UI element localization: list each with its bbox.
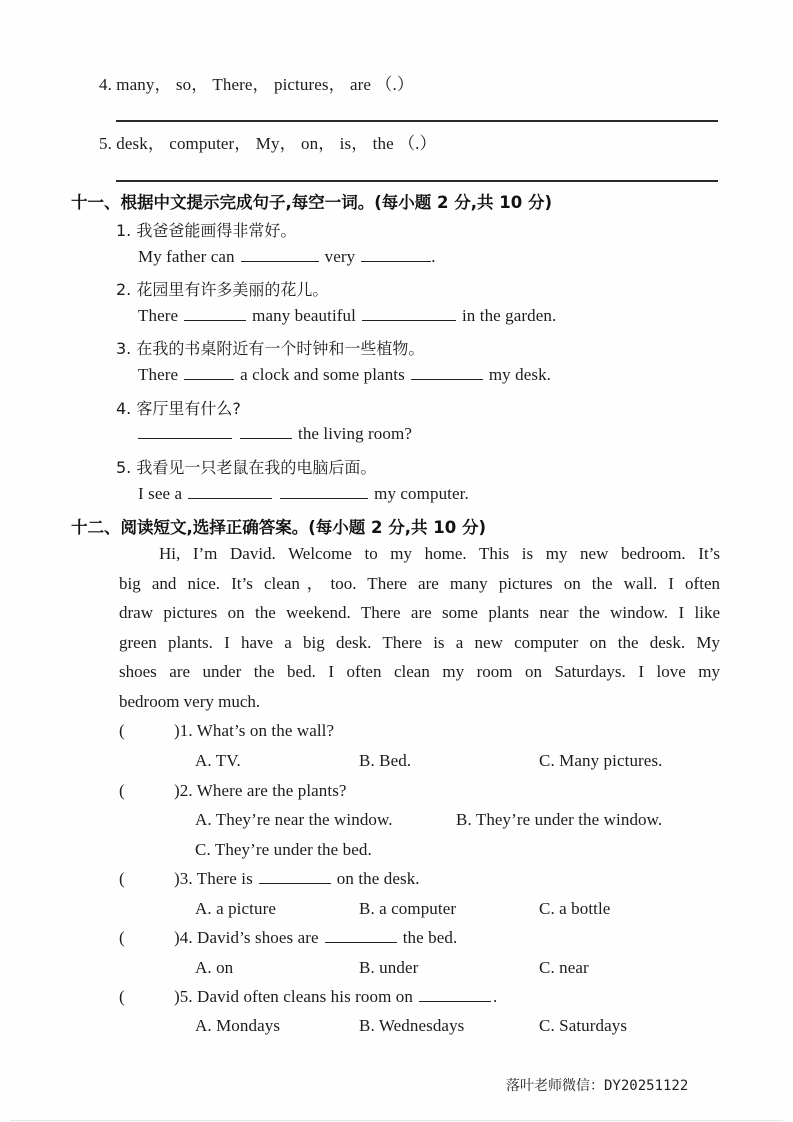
q2-stem: )2. Where are the plants? bbox=[174, 781, 347, 800]
q1-option-c[interactable]: C. Many pictures. bbox=[539, 751, 663, 770]
q1-option-b[interactable]: B. Bed. bbox=[359, 751, 412, 770]
q5-option-a[interactable]: A. Mondays bbox=[195, 1016, 281, 1035]
q5-answer-paren[interactable]: ( bbox=[119, 987, 125, 1006]
blank-1[interactable] bbox=[241, 260, 319, 262]
q4-option-a[interactable]: A. on bbox=[195, 958, 234, 977]
q1-option-a[interactable]: A. TV. bbox=[195, 751, 241, 770]
s11-item-2-en bbox=[138, 306, 556, 326]
s11-item-3-en bbox=[138, 365, 551, 385]
q3-option-b[interactable]: B. a computer bbox=[359, 899, 457, 918]
blank-1[interactable] bbox=[138, 437, 232, 439]
section-12-header: 十二、阅读短文,选择正确答案。(每小题 2 分,共 10 分) bbox=[71, 518, 487, 537]
passage-line: big and nice. It’s clean，too. There are many pictures on the wall. I often bbox=[119, 573, 720, 593]
q2-option-c[interactable]: C. They’re under the bed. bbox=[195, 840, 372, 859]
footer-label: 落叶老师微信： bbox=[506, 1078, 604, 1094]
q2-option-a[interactable]: A. They’re near the window. bbox=[195, 810, 393, 829]
blank-1[interactable] bbox=[188, 497, 272, 499]
s11-item-5-cn: 5. 我看见一只老鼠在我的电脑后面。 bbox=[116, 458, 377, 477]
reorder-item-5: 5. desk， computer， My， on， is， the （.） bbox=[99, 134, 437, 153]
q3-option-c[interactable]: C. a bottle bbox=[539, 899, 611, 918]
section-11-header: 十一、根据中文提示完成句子,每空一词。(每小题 2 分,共 10 分) bbox=[71, 193, 553, 212]
blank[interactable] bbox=[325, 941, 397, 943]
text: my desk. bbox=[488, 365, 552, 384]
passage-line: draw pictures on the weekend. There are some plants near the window. I like bbox=[119, 603, 720, 623]
q3-answer-paren[interactable]: ( bbox=[119, 869, 125, 888]
q5-option-c[interactable]: C. Saturdays bbox=[539, 1016, 628, 1035]
reorder-item-4: 4. many， so， There， pictures， are （.） bbox=[99, 75, 414, 94]
text: on the desk. bbox=[336, 869, 420, 888]
answer-line-5[interactable] bbox=[116, 180, 718, 182]
s11-item-5-en bbox=[138, 484, 469, 504]
answer-line-4[interactable] bbox=[116, 120, 718, 122]
text: There bbox=[138, 365, 179, 384]
blank-1[interactable] bbox=[184, 319, 246, 321]
text: the living room? bbox=[298, 424, 412, 443]
page-bottom-divider bbox=[10, 1120, 783, 1121]
q2-option-b[interactable]: B. They’re under the window. bbox=[456, 810, 663, 829]
passage-line: shoes are under the bed. I often clean my room on Saturdays. I love my bbox=[119, 662, 720, 682]
text: . bbox=[492, 987, 498, 1006]
s11-item-1-cn: 1. 我爸爸能画得非常好。 bbox=[116, 221, 297, 240]
text: )5. David often cleans his room on bbox=[174, 987, 413, 1006]
text: )3. There is bbox=[174, 869, 253, 888]
s11-item-2-cn: 2. 花园里有许多美丽的花儿。 bbox=[116, 280, 329, 299]
text: in the garden. bbox=[461, 306, 557, 325]
q1-stem: )1. What’s on the wall? bbox=[174, 721, 335, 740]
text: the bed. bbox=[402, 928, 458, 947]
text: many beautiful bbox=[252, 306, 356, 325]
text: I see a bbox=[138, 484, 183, 503]
footer-code: DY20251122 bbox=[604, 1078, 689, 1094]
q4-stem bbox=[174, 928, 457, 948]
text: )4. David’s shoes are bbox=[174, 928, 319, 947]
footer-contact bbox=[506, 1075, 688, 1095]
blank[interactable] bbox=[259, 882, 331, 884]
blank-2[interactable] bbox=[411, 378, 483, 380]
reading-passage bbox=[119, 539, 720, 717]
text: my computer. bbox=[374, 484, 469, 503]
q3-stem bbox=[174, 869, 420, 889]
q5-option-b[interactable]: B. Wednesdays bbox=[359, 1016, 465, 1035]
blank-2[interactable] bbox=[280, 497, 368, 499]
text: There bbox=[138, 306, 179, 325]
text: very bbox=[324, 247, 356, 266]
blank[interactable] bbox=[419, 1000, 491, 1002]
q2-answer-paren[interactable]: ( bbox=[119, 781, 125, 800]
s11-item-3-cn: 3. 在我的书桌附近有一个时钟和一些植物。 bbox=[116, 339, 425, 358]
text: . bbox=[431, 247, 436, 266]
q4-answer-paren[interactable]: ( bbox=[119, 928, 125, 947]
s11-item-4-en bbox=[138, 424, 412, 444]
q1-answer-paren[interactable]: ( bbox=[119, 721, 125, 740]
text: My father can bbox=[138, 247, 235, 266]
s11-item-4-cn: 4. 客厅里有什么? bbox=[116, 399, 241, 418]
q5-stem bbox=[174, 987, 497, 1007]
q4-option-b[interactable]: B. under bbox=[359, 958, 419, 977]
passage-line: bedroom very much. bbox=[119, 691, 261, 711]
text: a clock and some plants bbox=[240, 365, 405, 384]
blank-2[interactable] bbox=[240, 437, 292, 439]
q4-option-c[interactable]: C. near bbox=[539, 958, 589, 977]
passage-line: green plants. I have a big desk. There is a new computer on the desk. My bbox=[119, 632, 720, 652]
passage-line: Hi, I’m David. Welcome to my home. This is my new bedroom. It’s bbox=[159, 544, 720, 563]
s11-item-1-en bbox=[138, 247, 436, 267]
blank-1[interactable] bbox=[184, 378, 234, 380]
blank-2[interactable] bbox=[361, 260, 431, 262]
blank-2[interactable] bbox=[362, 319, 456, 321]
q3-option-a[interactable]: A. a picture bbox=[195, 899, 276, 918]
